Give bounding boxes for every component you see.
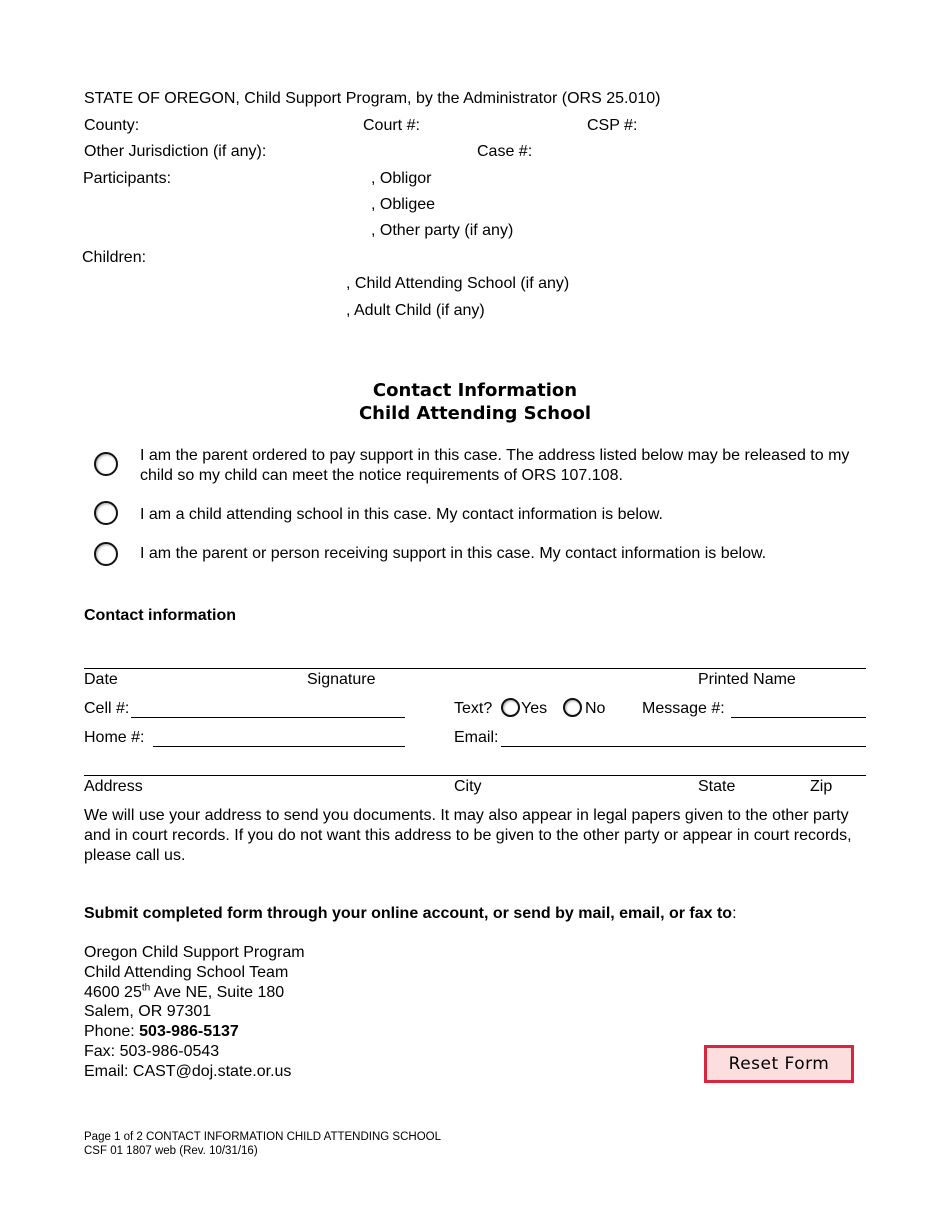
message-number-label: Message #: — [642, 700, 725, 717]
form-subtitle: Child Attending School — [358, 403, 592, 424]
obligor-label: , Obligor — [371, 170, 432, 187]
zip-label: Zip — [810, 778, 833, 795]
address-line[interactable] — [84, 775, 866, 776]
submit-instruction-text: Submit completed form through your online account, or send by mail, email, or fax to — [84, 905, 733, 922]
mail-street — [84, 983, 284, 1002]
state-label: State — [698, 778, 736, 795]
message-number-input[interactable] — [731, 697, 866, 718]
submit-instruction-colon: : — [732, 905, 737, 922]
printed-name-label: Printed Name — [698, 671, 796, 688]
fax-line: Fax: 503-986-0543 — [84, 1043, 220, 1060]
street-name: Ave NE, Suite 180 — [150, 984, 285, 1001]
option-parent-paying-text: I am the parent ordered to pay support in this case. The address listed below may be released to my child so my child can meet the notice requirements of ORS 107.108. — [140, 447, 850, 484]
other-jurisdiction-label: Other Jurisdiction (if any): — [84, 143, 267, 160]
mail-team: Child Attending School Team — [84, 964, 289, 981]
contact-info-heading: Contact information — [84, 607, 236, 624]
form-title: Contact Information — [372, 380, 578, 401]
cell-input[interactable] — [131, 697, 405, 718]
signature-line[interactable] — [84, 668, 866, 669]
option-child-attending-text: I am a child attending school in this case. My contact information is below. — [140, 506, 663, 523]
option-child-attending-radio[interactable] — [94, 501, 118, 525]
phone-label: Phone: — [84, 1023, 140, 1040]
text-yes-label: Yes — [521, 700, 548, 717]
footer-form-id: CSF 01 1807 web (Rev. 10/31/16) — [84, 1145, 258, 1157]
date-label: Date — [84, 671, 118, 688]
option-parent-receiving-text: I am the parent or person receiving support in this case. My contact information is below. — [140, 545, 767, 562]
home-input[interactable] — [153, 726, 405, 747]
text-no-radio[interactable] — [563, 698, 582, 717]
submit-instruction — [84, 904, 737, 923]
street-number: 4600 25 — [84, 984, 142, 1001]
option-parent-paying-radio[interactable] — [94, 452, 118, 476]
reset-form-button[interactable]: Reset Form — [704, 1045, 854, 1083]
child-attending-school-label: , Child Attending School (if any) — [346, 275, 570, 292]
city-label: City — [454, 778, 482, 795]
email-input[interactable] — [501, 726, 866, 747]
phone-number: 503-986-5137 — [139, 1023, 239, 1040]
street-ordinal: th — [141, 982, 151, 994]
signature-label: Signature — [307, 671, 376, 688]
home-label: Home #: — [84, 729, 145, 746]
text-yes-radio[interactable] — [501, 698, 520, 717]
agency-line: STATE OF OREGON, Child Support Program, by the Administrator (ORS 25.010) — [84, 90, 661, 107]
participants-label: Participants: — [83, 170, 172, 187]
text-no-label: No — [585, 700, 606, 717]
mail-city: Salem, OR 97301 — [84, 1003, 212, 1020]
footer-page-line: Page 1 of 2 CONTACT INFORMATION CHILD ATTENDING SCHOOL — [84, 1131, 441, 1143]
obligee-label: , Obligee — [371, 196, 436, 213]
county-label: County: — [84, 117, 140, 134]
mail-org: Oregon Child Support Program — [84, 944, 305, 961]
csp-number-label: CSP #: — [587, 117, 638, 134]
address-notice: We will use your address to send you documents. It may also appear in legal papers given to the other party and in court records. If you do not want this address to be given to the other party or appear in court records, please call us. — [84, 807, 852, 864]
cell-label: Cell #: — [84, 700, 130, 717]
email-contact-line: Email: CAST@doj.state.or.us — [84, 1063, 292, 1080]
address-label: Address — [84, 778, 143, 795]
court-number-label: Court #: — [363, 117, 420, 134]
other-party-label: , Other party (if any) — [371, 222, 514, 239]
adult-child-label: , Adult Child (if any) — [346, 302, 485, 319]
email-label: Email: — [454, 729, 499, 746]
text-question-label: Text? — [454, 700, 493, 717]
option-parent-receiving-radio[interactable] — [94, 542, 118, 566]
phone-line — [84, 1022, 239, 1041]
children-label: Children: — [82, 249, 147, 266]
case-number-label: Case #: — [477, 143, 533, 160]
